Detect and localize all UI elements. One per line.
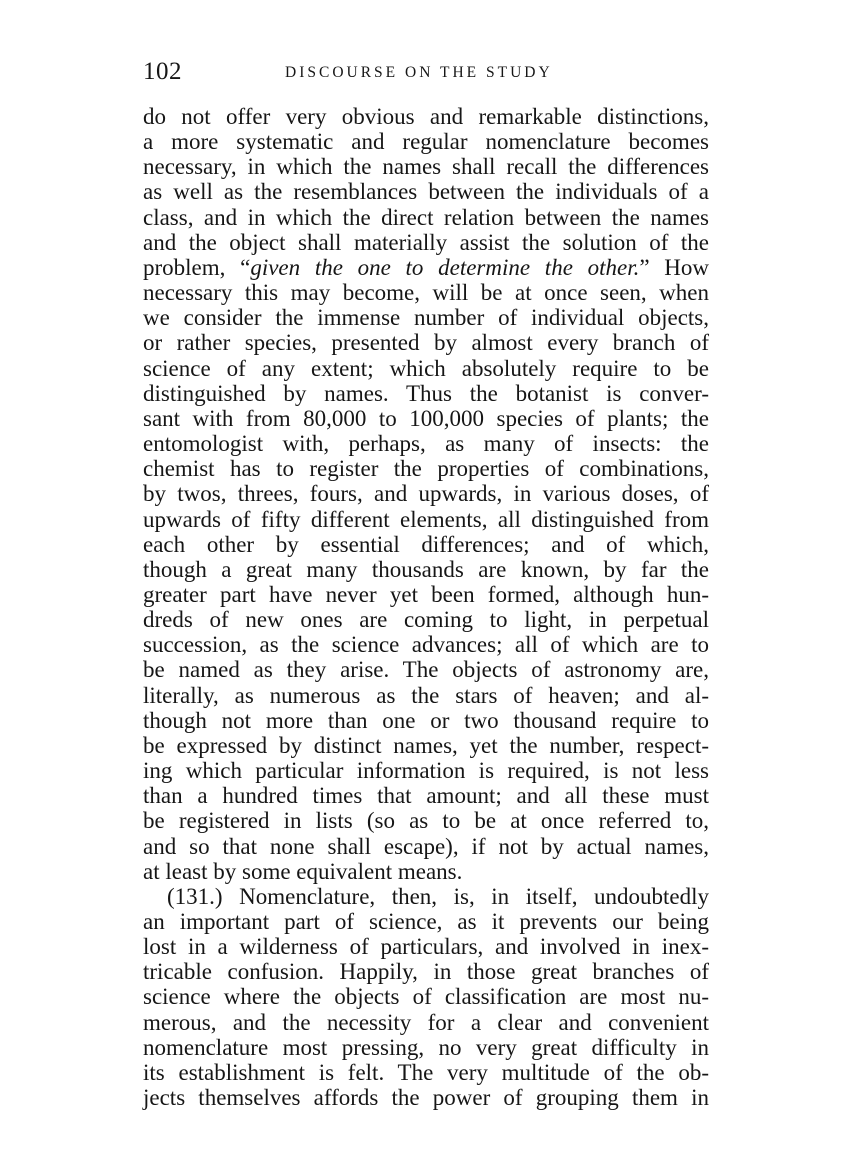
text-line: or rather species, presented by almost every branch of bbox=[143, 330, 709, 356]
text-line: class, and in which the direct relation between the names bbox=[143, 204, 709, 230]
running-head: DISCOURSE ON THE STUDY bbox=[285, 64, 553, 81]
text-line: an important part of science, as it prevents our being bbox=[143, 909, 709, 934]
text-line: than a hundred times that amount; and all these must bbox=[143, 783, 709, 809]
page-body bbox=[143, 104, 709, 1110]
text-line: jects themselves affords the power of grouping them in bbox=[143, 1085, 709, 1111]
text-line: a more systematic and regular nomenclature becomes bbox=[143, 129, 709, 155]
text-line bbox=[143, 255, 709, 280]
text-line: though not more than one or two thousand require to bbox=[143, 707, 709, 733]
text-line: sant with from 80,000 to 100,000 species of plants; the bbox=[143, 405, 709, 431]
text-line: each other by essential differences; and of which, bbox=[143, 531, 709, 557]
text-line: and the object shall materially assist the solution of the bbox=[143, 229, 709, 255]
text-segment: problem, “ bbox=[143, 254, 251, 280]
text-line: necessary, in which the names shall recall the differences bbox=[143, 154, 709, 180]
text-line: dreds of new ones are coming to light, in perpetual bbox=[143, 607, 709, 633]
paragraph-last-line: at least by some equivalent means. bbox=[143, 858, 463, 884]
text-line: entomologist with, perhaps, as many of insects: the bbox=[143, 431, 709, 457]
text-line: be named as they arise. The objects of astronomy are, bbox=[143, 657, 709, 683]
text-line: and so that none shall escape), if not by actual names, bbox=[143, 833, 709, 859]
text-line: be expressed by distinct names, yet the number, respect- bbox=[143, 732, 709, 758]
text-line: its establishment is felt. The very multitude of the ob- bbox=[143, 1059, 709, 1085]
page-header bbox=[143, 58, 709, 90]
text-segment: ” How bbox=[639, 254, 709, 280]
italic-quote: given the one to determine the other. bbox=[250, 254, 640, 280]
text-line: necessary this may become, will be at once seen, when bbox=[143, 280, 709, 306]
text-line: be registered in lists (so as to be at once referred to, bbox=[143, 808, 709, 834]
text-line: greater part have never yet been formed, although hun- bbox=[143, 581, 709, 607]
text-line: ing which particular information is required, is not less bbox=[143, 758, 709, 784]
text-line: lost in a wilderness of particulars, and involved in inex- bbox=[143, 934, 709, 960]
text-line: chemist has to register the properties of combinations, bbox=[143, 456, 709, 482]
paragraph-131-start: (131.) Nomenclature, then, is, in itself, undoubtedly bbox=[167, 883, 709, 909]
text-line: do not offer very obvious and remarkable distinctions, bbox=[143, 104, 709, 129]
text-line: science where the objects of classification are most nu- bbox=[143, 984, 709, 1010]
text-line: tricable confusion. Happily, in those great branches of bbox=[143, 959, 709, 985]
page-number: 102 bbox=[143, 58, 182, 85]
text-line: upwards of fifty different elements, all distinguished from bbox=[143, 506, 709, 532]
text-line: succession, as the science advances; all of which are to bbox=[143, 632, 709, 658]
text-line: nomenclature most pressing, no very great difficulty in bbox=[143, 1034, 709, 1060]
text-line: literally, as numerous as the stars of heaven; and al- bbox=[143, 682, 709, 708]
text-line: though a great many thousands are known, by far the bbox=[143, 556, 709, 582]
text-line: by twos, threes, fours, and upwards, in various doses, of bbox=[143, 481, 709, 507]
text-line: as well as the resemblances between the individuals of a bbox=[143, 179, 709, 205]
text-line: we consider the immense number of individual objects, bbox=[143, 305, 709, 331]
text-line: science of any extent; which absolutely require to be bbox=[143, 355, 709, 381]
text-line: merous, and the necessity for a clear and convenient bbox=[143, 1009, 709, 1035]
text-line: distinguished by names. Thus the botanist is conver- bbox=[143, 380, 709, 406]
